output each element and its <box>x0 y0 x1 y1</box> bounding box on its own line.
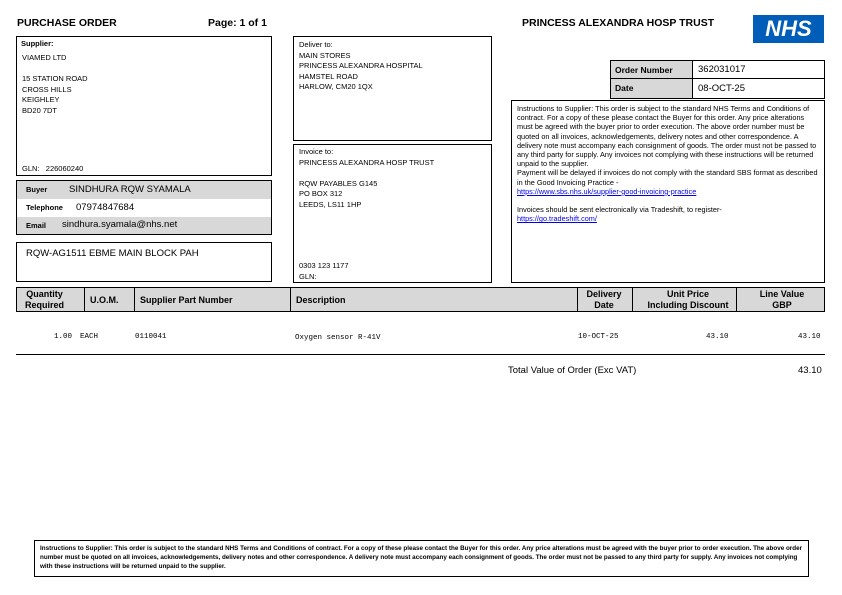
col-uom: U.O.M. <box>90 295 119 305</box>
document-title: PURCHASE ORDER <box>17 17 117 29</box>
col-divider <box>84 288 85 311</box>
telephone-label: Telephone <box>26 203 63 212</box>
supplier-line <box>22 64 88 75</box>
col-divider <box>632 288 633 311</box>
deliver-line: HARLOW, CM20 1QX <box>299 82 373 91</box>
deliver-line: MAIN STORES <box>299 50 351 60</box>
invoice-gln-label: GLN: <box>299 271 317 281</box>
row-part-number: 0110041 <box>135 333 167 341</box>
col-line-value <box>751 289 813 310</box>
order-reference: RQW-AG1511 EBME MAIN BLOCK PAH <box>26 248 199 259</box>
supplier-line: VIAMED LTD <box>22 53 67 62</box>
supplier-line: KEIGHLEY <box>22 95 60 104</box>
supplier-line: 15 STATION ROAD <box>22 74 88 83</box>
col-part-number: Supplier Part Number <box>140 295 233 305</box>
col-unit-price <box>643 289 733 310</box>
col-delivery-date <box>584 289 624 310</box>
col-quantity-line: Quantity <box>26 289 63 299</box>
supplier-gln <box>22 164 83 175</box>
col-line-value-line: Line Value <box>759 289 805 299</box>
order-number-cell <box>693 61 824 79</box>
order-info-box <box>610 60 825 99</box>
invoice-label: Invoice to: <box>299 147 334 156</box>
order-date-label-cell <box>611 79 693 98</box>
instructions-payment: Payment will be delayed if invoices do not comply with the standard SBS format as described in the Good Invoicing Practice - <box>517 168 818 187</box>
row-description: Oxygen sensor R-41V <box>295 334 381 342</box>
reference-box <box>16 242 272 282</box>
col-unit-line: Including Discount <box>647 299 729 310</box>
col-divider <box>736 288 737 311</box>
trust-name: PRINCESS ALEXANDRA HOSP TRUST <box>522 17 715 29</box>
invoice-line: RQW PAYABLES G145 <box>299 178 378 188</box>
order-date-label: Date <box>615 83 634 93</box>
col-quantity-line: Required <box>25 299 65 310</box>
order-number-label-cell <box>611 61 693 79</box>
total-value: 43.10 <box>798 365 822 376</box>
order-number: 362031017 <box>698 64 746 75</box>
email-value: sindhura.syamala@nhs.net <box>62 219 178 230</box>
invoice-address <box>299 147 434 210</box>
col-quantity <box>25 289 64 310</box>
invoice-phone: 0303 123 1177 <box>299 261 349 270</box>
order-number-label: Order Number <box>615 65 673 75</box>
col-divider <box>577 288 578 311</box>
deliver-line: HAMSTEL ROAD <box>299 71 358 81</box>
buyer-name: SINDHURA RQW SYAMALA <box>69 184 191 195</box>
col-divider <box>290 288 291 311</box>
buyer-row <box>17 181 271 199</box>
footer-text: Instructions to Supplier: This order is subject to the standard NHS Terms and Conditions of contract. For a copy of these please contact the Buyer for this order. Any price alterations must be agreed with the buyer prior to order execution. The above order number must be quoted on all invoices, acknowledgements, delivery notes and other correspondence. A delivery note must accompany each consignment of goods. The order must not be passed to any third party for supply. Any invoices not complying with these instructions will be returned unpaid to the supplier. <box>40 545 803 571</box>
col-delivery-line: Delivery <box>586 289 622 299</box>
invoice-to-box <box>293 144 492 283</box>
deliver-to-box <box>293 36 492 141</box>
table-rule <box>16 354 825 355</box>
col-line-value-line: GBP <box>772 299 792 310</box>
supplier-address <box>22 53 88 116</box>
supplier-line: BD20 7DT <box>22 105 58 115</box>
footer-instructions <box>34 540 809 577</box>
tradeshift-link[interactable]: https://go.tradeshift.com/ <box>517 214 597 224</box>
telephone-value: 07974847684 <box>76 202 135 213</box>
invoice-line: PRINCESS ALEXANDRA HOSP TRUST <box>299 157 435 167</box>
gln-label: GLN: <box>22 164 40 173</box>
supplier-line: CROSS HILLS <box>22 84 72 94</box>
telephone-row <box>17 199 271 217</box>
email-row <box>17 217 271 234</box>
row-quantity: 1.00 <box>54 333 73 341</box>
buyer-box <box>16 180 272 235</box>
deliver-label: Deliver to: <box>299 40 333 49</box>
instructions-terms: Instructions to Supplier: This order is subject to the standard NHS Terms and Conditions of contract. For a copy of these please contact the Buyer for this order. Any price alterations must be agreed with the buyer prior to order execution. The above order number must be quoted on all invoices, acknowledgements, delivery notes and other correspondence. A delivery note must accompany each consignment of goods. The order must not be passed to any third party for supply. Any invoices not complying with these instructions will be returned unpaid to the supplier. <box>517 104 817 169</box>
deliver-line: PRINCESS ALEXANDRA HOSPITAL <box>299 61 423 70</box>
col-unit-line: Unit Price <box>666 289 709 299</box>
order-date-cell <box>693 79 824 98</box>
col-divider <box>134 288 135 311</box>
col-description: Description <box>296 295 346 305</box>
invoice-line: PO BOX 312 <box>299 189 343 198</box>
col-delivery-line: Date <box>594 299 614 310</box>
good-invoicing-link[interactable]: https://www.sbs.nhs.uk/supplier-good-invoicing-practice <box>517 186 697 196</box>
buyer-label: Buyer <box>26 185 48 194</box>
order-date: 08-OCT-25 <box>698 83 745 94</box>
invoice-line: LEEDS, LS11 1HP <box>299 199 362 209</box>
table-row <box>16 333 825 345</box>
gln-value: 226060240 <box>45 164 84 173</box>
nhs-logo: NHS <box>753 15 824 43</box>
row-line-value: 43.10 <box>798 333 821 341</box>
total-label: Total Value of Order (Exc VAT) <box>508 365 637 376</box>
supplier-box <box>16 36 272 176</box>
page-indicator: Page: 1 of 1 <box>208 17 267 29</box>
invoice-contact <box>299 261 349 282</box>
row-uom: EACH <box>80 333 99 341</box>
supplier-label: Supplier: <box>21 39 54 48</box>
table-header <box>16 287 825 312</box>
email-label: Email <box>26 221 47 230</box>
instructions-tradeshift: Invoices should be sent electronically via Tradeshift, to register- <box>517 205 722 215</box>
deliver-address <box>299 40 423 93</box>
invoice-line <box>299 168 434 179</box>
row-unit-price: 43.10 <box>706 333 729 341</box>
row-delivery-date: 10-OCT-25 <box>578 333 619 341</box>
instructions-box <box>511 100 825 283</box>
